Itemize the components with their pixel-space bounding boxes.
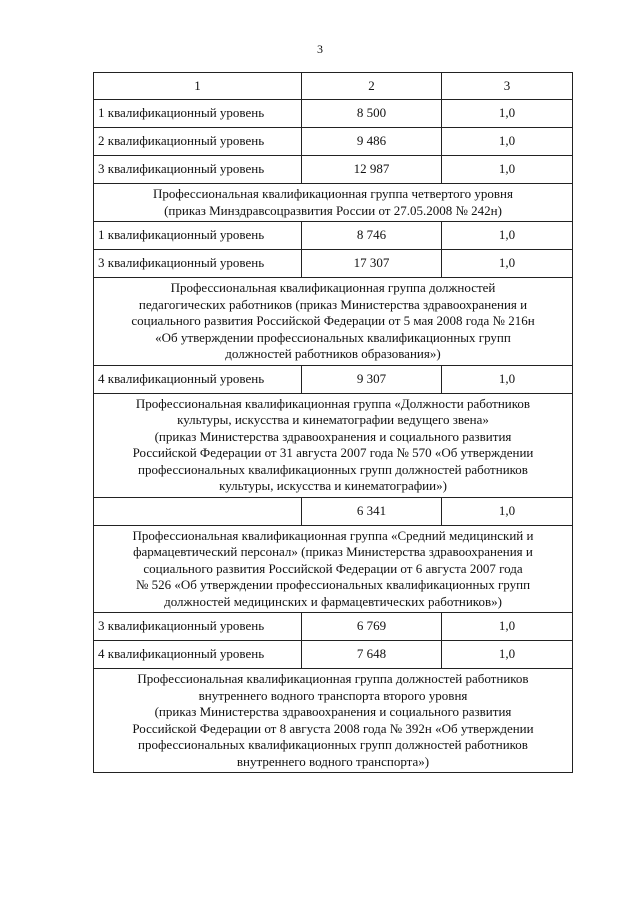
group-title-line: социального развития Российской Федерации от 5 мая 2008 года № 216н — [131, 313, 535, 328]
table-row — [94, 497, 573, 525]
salary-cell: 17 307 — [302, 250, 442, 278]
salary-cell: 8 500 — [302, 100, 442, 128]
salary-cell: 6 341 — [302, 497, 442, 525]
group-title-line: должностей медицинских и фармацевтических работников») — [164, 593, 502, 609]
coefficient-cell: 1,0 — [442, 128, 573, 156]
coefficient-cell: 1,0 — [442, 100, 573, 128]
header-col-3: 3 — [442, 73, 573, 100]
group-title-line: профессиональных квалификационных групп должностей работников — [138, 461, 528, 477]
group-title — [94, 669, 573, 773]
coefficient-cell: 1,0 — [442, 613, 573, 641]
table-row — [94, 100, 573, 128]
page-number: 3 — [317, 42, 323, 56]
group-title-line: (приказ Министерства здравоохранения и социального развития — [154, 428, 512, 444]
salary-cell: 8 746 — [302, 222, 442, 250]
salary-cell: 9 307 — [302, 365, 442, 393]
table-row — [94, 613, 573, 641]
group-title-line: фармацевтический персонал» (приказ Министерства здравоохранения и — [133, 544, 533, 559]
coefficient-cell: 1,0 — [442, 365, 573, 393]
salary-cell: 7 648 — [302, 641, 442, 669]
table-row — [94, 156, 573, 184]
group-title-line: профессиональных квалификационных групп должностей работников — [138, 737, 528, 752]
header-col-1: 1 — [94, 73, 302, 100]
table-row — [94, 222, 573, 250]
level-cell — [94, 497, 302, 525]
group-title-line: Профессиональная квалификационная группа четвертого уровня — [153, 186, 513, 201]
coefficient-cell: 1,0 — [442, 250, 573, 278]
group-title-line: внутреннего водного транспорта») — [236, 753, 430, 769]
group-header-row — [94, 393, 573, 497]
salary-table — [93, 72, 573, 773]
group-title-line: культуры, искусства и кинематографии ведущего звена» — [177, 412, 489, 427]
group-title-line: внутреннего водного транспорта второго уровня — [198, 687, 468, 703]
group-title — [94, 184, 573, 222]
group-title-line: социального развития Российской Федерации от 6 августа 2007 года — [143, 560, 523, 576]
coefficient-cell: 1,0 — [442, 641, 573, 669]
table-row — [94, 250, 573, 278]
table-row — [94, 641, 573, 669]
group-title-line: педагогических работников (приказ Министерства здравоохранения и — [138, 296, 528, 312]
group-header-row — [94, 278, 573, 366]
level-cell: 4 квалификационный уровень — [94, 641, 302, 669]
table-header-row — [94, 73, 573, 100]
group-title — [94, 393, 573, 497]
group-title-line: Российской Федерации от 31 августа 2007 года № 570 «Об утверждении — [132, 445, 534, 460]
level-cell: 1 квалификационный уровень — [94, 222, 302, 250]
group-title — [94, 278, 573, 366]
level-cell: 3 квалификационный уровень — [94, 250, 302, 278]
group-header-row — [94, 669, 573, 773]
group-title-line: Российской Федерации от 8 августа 2008 года № 392н «Об утверждении — [132, 720, 534, 736]
group-title-line: должностей работников образования») — [225, 346, 441, 361]
group-title-line: (приказ Минздравсоцразвития России от 27.05.2008 № 242н) — [164, 202, 502, 218]
group-title-line: (приказ Министерства здравоохранения и социального развития — [154, 704, 512, 719]
group-title — [94, 525, 573, 613]
group-title-line: № 526 «Об утверждении профессиональных квалификационных групп — [135, 577, 531, 592]
level-cell: 2 квалификационный уровень — [94, 128, 302, 156]
group-title-line: Профессиональная квалификационная группа «Средний медицинский и — [132, 527, 534, 543]
coefficient-cell: 1,0 — [442, 222, 573, 250]
group-header-row — [94, 184, 573, 222]
group-title-line: «Об утверждении профессиональных квалификационных групп — [155, 329, 511, 345]
header-col-2: 2 — [302, 73, 442, 100]
group-title-line: Профессиональная квалификационная группа должностей работников — [137, 671, 529, 686]
group-header-row — [94, 525, 573, 613]
level-cell: 1 квалификационный уровень — [94, 100, 302, 128]
level-cell: 4 квалификационный уровень — [94, 365, 302, 393]
table-row — [94, 365, 573, 393]
level-cell: 3 квалификационный уровень — [94, 156, 302, 184]
level-cell: 3 квалификационный уровень — [94, 613, 302, 641]
group-title-line: Профессиональная квалификационная группа «Должности работников — [135, 395, 531, 411]
coefficient-cell: 1,0 — [442, 156, 573, 184]
salary-cell: 12 987 — [302, 156, 442, 184]
salary-cell: 9 486 — [302, 128, 442, 156]
salary-cell: 6 769 — [302, 613, 442, 641]
coefficient-cell: 1,0 — [442, 497, 573, 525]
group-title-line: Профессиональная квалификационная группа должностей — [170, 280, 496, 295]
group-title-line: культуры, искусства и кинематографии») — [219, 478, 447, 493]
table-row — [94, 128, 573, 156]
